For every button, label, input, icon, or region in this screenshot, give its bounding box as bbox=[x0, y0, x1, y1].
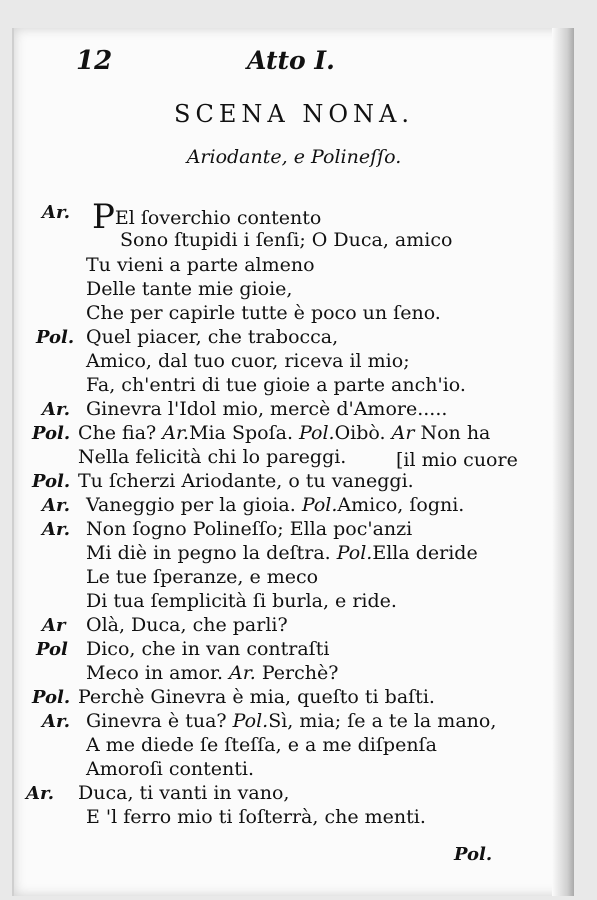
verse-text: Perchè? bbox=[261, 662, 339, 684]
speaker-label: Pol. bbox=[36, 327, 75, 348]
verse-text: Mi diè in pegno la deſtra. bbox=[86, 542, 331, 564]
verse-line bbox=[86, 544, 478, 563]
verse-text: Ella deride bbox=[372, 542, 478, 564]
verse-text: Vaneggio per la gioia. bbox=[86, 494, 296, 516]
drop-cap: P bbox=[92, 197, 115, 237]
speaker-label: Ar. bbox=[42, 202, 71, 223]
speaker-label: Pol. bbox=[32, 471, 71, 492]
inline-speaker: Pol. bbox=[301, 494, 338, 516]
verse-line: Amico, dal tuo cuor, riceva il mio; bbox=[86, 350, 410, 372]
verse-line: Tu ſcherzi Ariodante, o tu vaneggi. bbox=[78, 470, 414, 492]
speaker-label: Ar. bbox=[26, 783, 55, 804]
scene-title: SCENA NONA. bbox=[174, 100, 414, 128]
speaker-label: Ar. bbox=[42, 519, 71, 540]
verse-text: Non ha bbox=[420, 422, 491, 444]
verse-line: Duca, ti vanti in vano, bbox=[78, 782, 290, 804]
verse-line: Le tue ſperanze, e meco bbox=[86, 566, 319, 588]
verse-line bbox=[86, 664, 338, 683]
page-number: 12 bbox=[76, 46, 113, 76]
speaker-label: Pol bbox=[36, 639, 68, 660]
verse-line: Fa, ch'entri di tue gioie a parte anch'io. bbox=[86, 374, 466, 396]
verse-line bbox=[78, 424, 490, 443]
verse-line bbox=[86, 712, 496, 731]
verse-line: Ginevra l'Idol mio, mercè d'Amore..... bbox=[86, 398, 448, 420]
verse-line: Tu vieni a parte almeno bbox=[86, 254, 315, 276]
inline-speaker: Ar bbox=[391, 422, 415, 444]
verse-line: Dico, che in van contraſti bbox=[86, 638, 330, 660]
book-page bbox=[12, 28, 574, 896]
verse-line: Nella felicità chi lo pareggi. bbox=[78, 446, 347, 468]
speaker-label: Pol. bbox=[32, 687, 71, 708]
verse-line-turnover: [il mio cuore bbox=[396, 449, 518, 471]
catchword: Pol. bbox=[454, 844, 493, 865]
speaker-label: Ar. bbox=[42, 495, 71, 516]
speaker-label: Ar. bbox=[42, 399, 71, 420]
verse-text: El ſoverchio contento bbox=[114, 207, 322, 229]
verse-line: Delle tante mie gioie, bbox=[86, 278, 293, 300]
inline-speaker: Pol. bbox=[336, 542, 373, 564]
verse-line: E 'l ferro mio ti ſoſterrà, che menti. bbox=[86, 806, 426, 828]
verse-text: Sì, mia; ſe a te la mano, bbox=[268, 710, 497, 732]
verse-text: Amico, ſogni. bbox=[337, 494, 465, 516]
verse-text: Che fia? bbox=[78, 422, 157, 444]
verse-line: Olà, Duca, che parli? bbox=[86, 614, 288, 636]
verse-text: Oibò. bbox=[334, 422, 386, 444]
verse-line: Non ſogno Polineſſo; Ella poc'anzi bbox=[86, 518, 413, 540]
speaker-label: Ar. bbox=[42, 711, 71, 732]
speaker-label: Ar bbox=[42, 615, 66, 636]
verse-text: Ginevra è tua? bbox=[86, 710, 227, 732]
inline-speaker: Ar. bbox=[162, 422, 190, 444]
speaker-label: Pol. bbox=[32, 423, 71, 444]
verse-line bbox=[86, 496, 464, 515]
running-head: Atto I. bbox=[247, 46, 335, 75]
verse-line: Che per capirle tutte è poco un ſeno. bbox=[86, 302, 441, 324]
inline-speaker: Ar. bbox=[229, 662, 256, 684]
verse-text: Meco in amor. bbox=[86, 662, 223, 684]
verse-line: Sono ſtupidi i ſenſi; O Duca, amico bbox=[120, 229, 453, 251]
verse-text: Mia Spoſa. bbox=[189, 422, 293, 444]
inline-speaker: Pol. bbox=[299, 422, 335, 444]
verse-line: Perchè Ginevra è mia, queſto ti baſti. bbox=[78, 686, 435, 708]
verse-line: Amoroſi contenti. bbox=[86, 758, 255, 780]
inline-speaker: Pol. bbox=[232, 710, 269, 732]
verse-line: A me diede ſe ſteſſa, e a me diſpenſa bbox=[86, 734, 437, 756]
verse-line: Quel piacer, che trabocca, bbox=[86, 326, 339, 348]
verse-line: Di tua ſemplicità ſi burla, e ride. bbox=[86, 590, 397, 612]
scene-characters: Ariodante, e Polineſſo. bbox=[186, 146, 402, 168]
